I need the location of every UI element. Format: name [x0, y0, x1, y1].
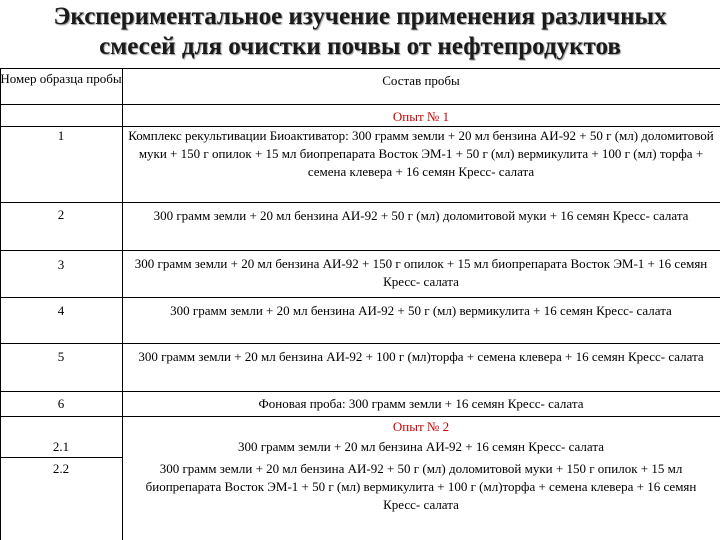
row-composition: 300 грамм земли + 20 мл бензина АИ-92 + 50 г (мл) доломитовой муки + 150 г опилок + 15 мл биопрепарата Восток ЭМ-1 + 50 г (мл) вермикулита + 100 г (мл)торфа + семена клевера + 16 семян Кресс- салата — [145, 461, 697, 512]
section-label-experiment-2: Опыт № 2 — [392, 419, 450, 434]
title-line-1: Экспериментальное изучение применения различных — [53, 3, 667, 30]
title-line-2: смесей для очистки почвы от нефтепродуктов — [99, 33, 621, 60]
row-composition: Фоновая проба: 300 грамм земли + 16 семян Кресс- салата — [258, 396, 584, 411]
row-number: 3 — [57, 257, 65, 272]
row-composition: 300 грамм земли + 20 мл бензина АИ-92 + 150 г опилок + 15 мл биопрепарата Восток ЭМ-1 + 16 семян Кресс- салата — [134, 256, 708, 289]
row-number: 2.1 — [52, 439, 70, 454]
row-composition: 300 грамм земли + 20 мл бензина АИ-92 + 50 г (мл) доломитовой муки + 16 семян Кресс- салата — [153, 208, 689, 223]
row-number: 2.2 — [52, 461, 70, 476]
row-composition: 300 грамм земли + 20 мл бензина АИ-92 + 100 г (мл)торфа + семена клевера + 16 семян Кресс- салата — [138, 349, 704, 364]
header-sample-number: Номер образца пробы — [0, 71, 122, 86]
row-composition: 300 грамм земли + 20 мл бензина АИ-92 + 50 г (мл) вермикулита + 16 семян Кресс- салата — [170, 303, 672, 318]
row-number: 6 — [57, 396, 65, 411]
section-label-experiment-1: Опыт № 1 — [392, 109, 450, 124]
row-number: 4 — [57, 303, 65, 318]
row-number: 2 — [57, 207, 65, 222]
header-composition: Состав пробы — [382, 73, 460, 88]
row-number: 5 — [57, 349, 65, 364]
row-composition: Комплекс рекультивации Биоактиватор: 300 грамм земли + 20 мл бензина АИ-92 + 50 г (мл) доломитовой муки + 150 г опилок + 15 мл биопрепарата Восток ЭМ-1 + 50 г (мл) вермикулита + 100 г (мл) торфа + семена клевера + 16 семян Кресс- салата — [128, 128, 714, 179]
row-composition: 300 грамм земли + 20 мл бензина АИ-92 + 16 семян Кресс- салата — [238, 439, 604, 454]
row-number: 1 — [57, 128, 65, 143]
